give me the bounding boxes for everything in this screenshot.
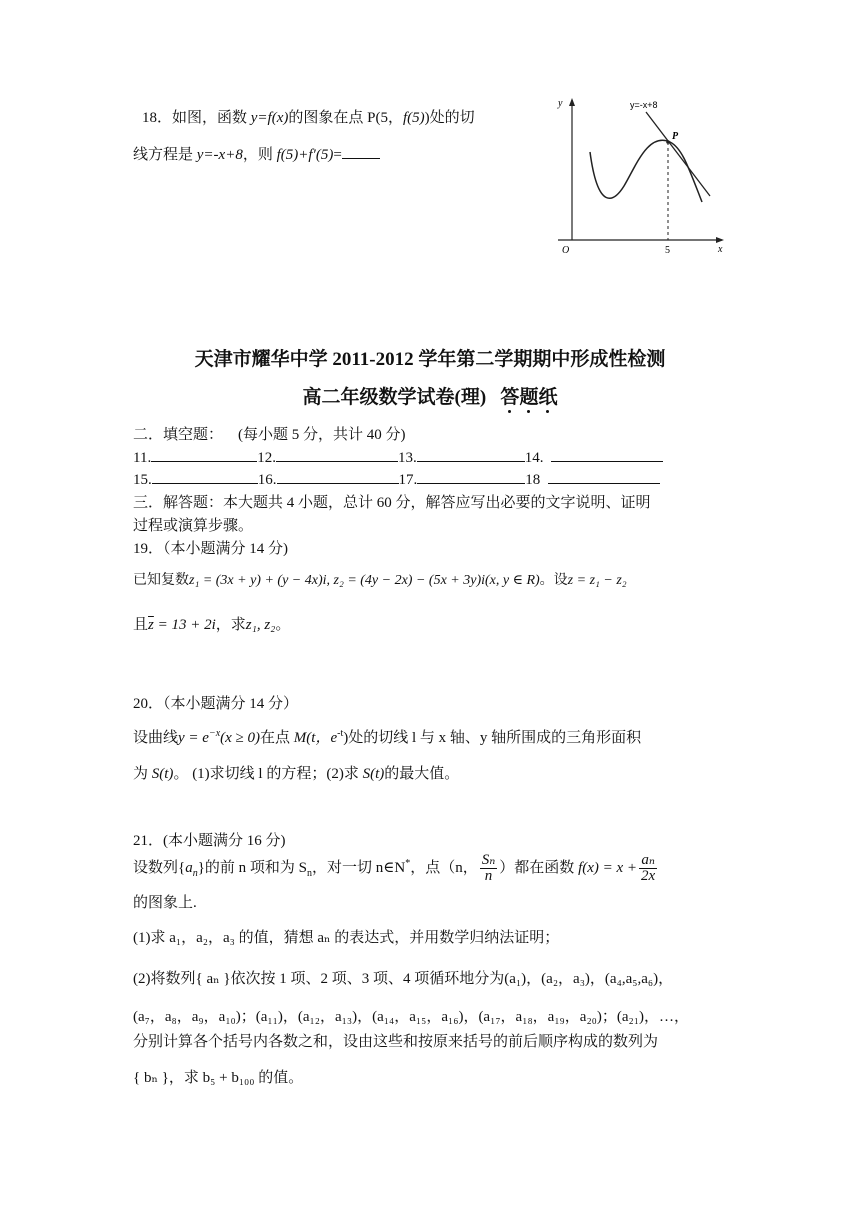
tangent-label: y=-x+8 bbox=[630, 100, 658, 110]
q20-text-f: 的最大值。 bbox=[384, 766, 460, 782]
q21-text-e: ）都在函数 bbox=[499, 859, 575, 876]
label-11: 11. bbox=[133, 450, 152, 466]
q18-func: y=f(x) bbox=[250, 110, 289, 126]
q20-line2 bbox=[133, 762, 459, 783]
answer-blank-17[interactable] bbox=[417, 469, 525, 484]
q19-z-def: z = z₁ − z₂ bbox=[567, 573, 627, 588]
x-tick-5-label: 5 bbox=[665, 245, 670, 256]
exam-title: 天津市耀华中学 2011-2012 学年第二学期期中形成性检测 bbox=[194, 349, 666, 370]
subtitle-char-2: 题 bbox=[519, 382, 538, 409]
q21-frac-den: n bbox=[484, 868, 493, 884]
answer-blank-15[interactable] bbox=[152, 469, 258, 484]
q20-point-exp: -t bbox=[337, 728, 344, 739]
q20-st: S(t) bbox=[151, 766, 174, 782]
q19-text-d: ，求 bbox=[215, 617, 246, 633]
q21-nstar: * bbox=[405, 857, 411, 869]
section2-title: 二．填空题： bbox=[133, 427, 224, 443]
q18-answer-blank[interactable] bbox=[342, 144, 380, 159]
q19-line1 bbox=[133, 569, 627, 589]
q19-z-expressions: z₁ = (3x + y) + (y − 4x)i, z₂ = (4y − 2x) − (5x + 3y)i(x, y ∈ R) bbox=[189, 573, 540, 588]
tangent-line bbox=[646, 112, 710, 196]
q20-curve: y = e bbox=[178, 730, 209, 746]
q20-text-a: 设曲线 bbox=[133, 730, 179, 746]
q21-sn-sub: n bbox=[307, 867, 312, 879]
q19-text-a: 已知复数 bbox=[133, 573, 189, 588]
q18-tangent-eq: y=-x+8 bbox=[196, 147, 243, 163]
q21-line1 bbox=[133, 853, 659, 884]
q20-text-d: 为 bbox=[133, 766, 152, 782]
label-12: 12. bbox=[257, 450, 276, 466]
q18-f5: f(5) bbox=[402, 110, 425, 126]
answer-blank-11[interactable] bbox=[151, 447, 257, 462]
x-axis-label: x bbox=[718, 244, 723, 255]
q21-part2-line4: { bₙ }，求 b₅ + b₁₀₀ 的值。 bbox=[133, 1070, 304, 1086]
q18-text-e: ，则 bbox=[242, 147, 277, 163]
q18-text-c: )处的切 bbox=[424, 110, 475, 126]
subtitle-char-1: 答 bbox=[500, 382, 519, 409]
q21-an-sub: n bbox=[192, 867, 198, 879]
q19-zbar: $\overline{z}$ bbox=[148, 617, 154, 633]
q19-header: 19．（本小题满分 14 分) bbox=[133, 541, 288, 557]
q21-header: 21．(本小题满分 16 分) bbox=[133, 833, 286, 849]
label-16: 16. bbox=[257, 472, 277, 488]
q20-st2: S(t) bbox=[362, 766, 385, 782]
q18-line1 bbox=[142, 106, 475, 127]
q20-text-c: )处的切线 l 与 x 轴、y 轴所围成的三角形面积 bbox=[343, 730, 642, 746]
q18-eqsign: = bbox=[333, 147, 342, 163]
label-15: 15. bbox=[133, 472, 152, 488]
q18-text-d: 线方程是 bbox=[133, 147, 197, 163]
q21-part2-line1: (2)将数列{ aₙ }依次按 1 项、2 项、3 项、4 项循环地分为(a₁)，(a₂，a₃)，(a₄,a₅,a₆)， bbox=[133, 971, 674, 987]
q19-text-c: 且 bbox=[133, 617, 149, 633]
answer-row-1 bbox=[133, 447, 663, 467]
section3-line1: 三．解答题：本大题共 4 小题，总计 60 分，解答应写出必要的文字说明、证明 bbox=[133, 495, 651, 511]
section2-heading bbox=[133, 423, 406, 444]
point-p-dot bbox=[666, 140, 670, 144]
q21-text-b: }的前 n 项和为 S bbox=[197, 859, 307, 876]
q20-line1 bbox=[133, 726, 641, 747]
section2-note: (每小题 5 分，共计 40 分) bbox=[238, 427, 406, 443]
q19-ask: z₁, z₂ bbox=[245, 617, 276, 633]
q19-zbar-value: = 13 + 2i bbox=[153, 617, 216, 633]
q21-fraction-an bbox=[639, 853, 657, 884]
subtitle-main: 高二年级数学试卷(理) bbox=[302, 387, 487, 408]
q18-graph-figure bbox=[552, 92, 728, 268]
q21-part2-line2: (a₇，a₈，a₉，a₁₀)；(a₁₁)，(a₁₂，a₁₃)，(a₁₄，a₁₅，a₁₆)，(a₁₇，a₁₈，a₁₉，a₂₀)；(a₂₁)，…， bbox=[133, 1009, 690, 1025]
q18-expr: f(5)+f′(5) bbox=[276, 147, 334, 163]
q20-curve-domain: (x ≥ 0) bbox=[220, 730, 261, 746]
q20-curve-exp: −x bbox=[208, 728, 221, 739]
q18-line2 bbox=[133, 143, 380, 164]
q21-func-num: aₙ bbox=[639, 853, 657, 869]
origin-label: O bbox=[562, 245, 570, 256]
answer-blank-14[interactable] bbox=[551, 447, 663, 462]
x-axis-arrow bbox=[716, 237, 724, 243]
q21-line2: 的图象上. bbox=[133, 895, 197, 911]
exam-subtitle bbox=[0, 382, 860, 409]
label-18: 18 bbox=[525, 472, 541, 488]
q19-line2 bbox=[133, 613, 290, 634]
q21-text-d: ，点（n， bbox=[410, 859, 478, 876]
q21-part2-line3: 分别计算各个括号内各数之和，设由这些和按原来括号的前后顺序构成的数列为 bbox=[133, 1034, 659, 1050]
q20-point: M(t，e bbox=[293, 730, 338, 746]
q20-header: 20．（本小题满分 14 分） bbox=[133, 696, 299, 712]
q20-text-b: 在点 bbox=[260, 730, 294, 746]
q20-text-e: 。 (1)求切线 l 的方程；(2)求 bbox=[173, 766, 363, 782]
q19-text-e: 。 bbox=[275, 617, 291, 633]
subtitle-char-3: 纸 bbox=[538, 382, 557, 409]
q21-an: a bbox=[185, 859, 193, 876]
answer-blank-16[interactable] bbox=[277, 469, 399, 484]
label-17: 17. bbox=[398, 472, 418, 488]
q21-fraction-sn bbox=[480, 853, 498, 884]
q21-func: f(x) = x + bbox=[578, 859, 638, 876]
y-axis-arrow bbox=[569, 98, 575, 106]
q19-text-b: 。设 bbox=[539, 573, 568, 588]
q21-part1: (1)求 a₁，a₂，a₃ 的值，猜想 aₙ 的表达式，并用数学归纳法证明； bbox=[133, 930, 560, 946]
q21-frac-num: Sₙ bbox=[481, 852, 496, 868]
answer-blank-13[interactable] bbox=[417, 447, 525, 462]
label-14: 14. bbox=[524, 450, 544, 466]
q21-func-den: 2x bbox=[641, 868, 656, 884]
q21-text-c: ，对一切 n∈N bbox=[312, 859, 406, 876]
function-curve bbox=[590, 140, 702, 202]
section3-line2: 过程或演算步骤。 bbox=[133, 518, 254, 534]
q21-text-a: 设数列{ bbox=[133, 859, 186, 876]
answer-blank-12[interactable] bbox=[276, 447, 398, 462]
label-13: 13. bbox=[397, 450, 417, 466]
answer-row-2 bbox=[133, 469, 660, 489]
y-axis-label: y bbox=[558, 98, 563, 109]
q18-text-a: 18．如图，函数 bbox=[142, 110, 251, 126]
answer-blank-18[interactable] bbox=[548, 469, 660, 484]
q18-text-b: 的图象在点 P(5， bbox=[288, 110, 403, 126]
point-p-label: P bbox=[672, 131, 679, 142]
